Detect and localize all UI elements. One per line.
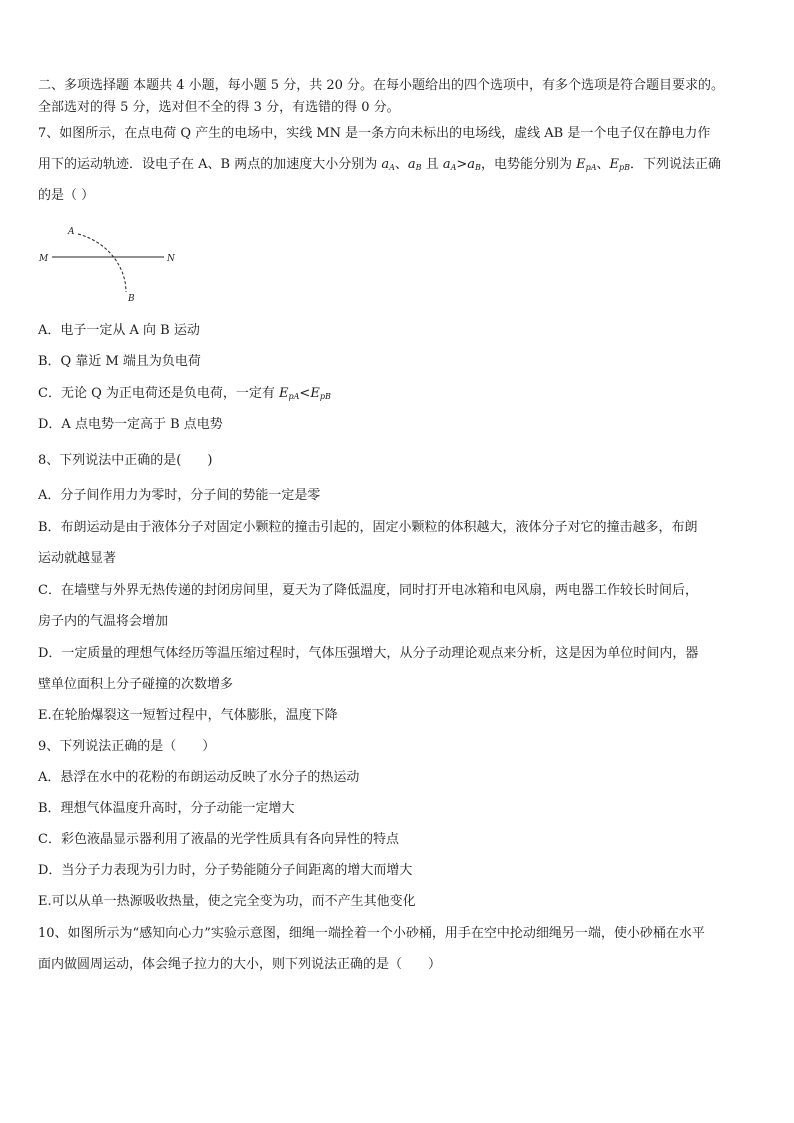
q7-sub-A2: A xyxy=(450,163,457,172)
q8-option-a: A．分子间作用力为零时，分子间的势能一定是零 xyxy=(38,488,321,503)
q8-option-b-line-1: B．布朗运动是由于液体分子对固定小颗粒的撞击引起的，固定小颗粒的体积越大，液体分子对它的撞击越多，布朗 xyxy=(38,520,698,535)
q7-symbol-EpB: E xyxy=(609,157,619,172)
figure-label-N: N xyxy=(167,254,175,264)
q7-option-d: D．A 点电势一定高于 B 点电势 xyxy=(38,417,223,432)
q8-option-e: E.在轮胎爆裂这一短暂过程中，气体膨胀，温度下降 xyxy=(38,708,338,723)
q7-and: 且 xyxy=(421,157,443,172)
q7-symbol-aA: a xyxy=(381,157,390,172)
q9-option-c: C．彩色液晶显示器利用了液晶的光学性质具有各向异性的特点 xyxy=(38,832,399,847)
figure-label-M: M xyxy=(39,254,49,264)
q7-option-c-lt: < xyxy=(299,386,311,401)
q8-option-c-line-2: 房子内的气温将会增加 xyxy=(38,614,169,629)
q7-stem-text-a: 用下的运动轨迹．设电子在 A、B 两点的加速度大小分别为 xyxy=(38,157,382,172)
q7-option-c-text: C．无论 Q 为正电荷还是负电荷，一定有 xyxy=(38,386,280,401)
q7-sep-1: 、 xyxy=(394,157,408,172)
q7-option-c-sub1: pA xyxy=(288,392,300,401)
q8-option-d-line-1: D．一定质量的理想气体经历等温压缩过程时，气体压强增大，从分子动理论观点来分析，这是因为单位时间内，器 xyxy=(38,646,699,661)
q10-stem-line-1: 10、如图所示为“感知向心力”实验示意图，细绳一端拴着一个小砂桶，用手在空中抡动细绳另一端，使小砂桶在水平 xyxy=(38,926,705,941)
q7-option-a: A．电子一定从 A 向 B 运动 xyxy=(38,323,200,338)
q7-sub-pB: pB xyxy=(619,163,630,172)
q9-stem: 9、下列说法正确的是（ ） xyxy=(38,739,216,754)
q7-stem-text-b: ，电势能分别为 xyxy=(480,157,577,172)
q7-sub-A: A xyxy=(389,163,395,172)
q7-symbol-aB: a xyxy=(407,157,416,172)
figure-label-B: B xyxy=(128,294,135,304)
q7-sub-pA: pA xyxy=(585,163,597,172)
q7-option-c-E1: E xyxy=(279,386,289,401)
q9-option-a: A．悬浮在水中的花粉的布朗运动反映了水分子的热运动 xyxy=(38,770,360,785)
q7-option-c xyxy=(38,386,331,405)
figure-label-A: A xyxy=(68,227,75,237)
q7-figure xyxy=(38,222,188,306)
q9-option-d: D．当分子力表现为引力时，分子势能随分子间距离的增大而增大 xyxy=(38,863,413,878)
q8-stem: 8、下列说法中正确的是( ) xyxy=(38,453,213,468)
q7-option-c-sub2: pB xyxy=(319,392,331,401)
q7-sep-2: 、 xyxy=(596,157,610,172)
section-header-line-1: 二、多项选择题 本题共 4 小题，每小题 5 分，共 20 分。在每小题给出的四个选项中，有多个选项是符合题目要求的。 xyxy=(38,78,725,93)
q7-symbol-aA2: a xyxy=(442,157,451,172)
q7-stem-line-2 xyxy=(38,157,721,176)
trajectory-ab xyxy=(78,234,126,292)
section-header-line-2: 全部选对的得 5 分，选对但不全的得 3 分，有选错的得 0 分。 xyxy=(38,100,400,115)
q9-option-b: B．理想气体温度升高时，分子动能一定增大 xyxy=(38,801,295,816)
q7-stem-text-c: ．下列说法正确 xyxy=(630,157,722,172)
q7-gt: > xyxy=(456,157,468,172)
q8-option-d-line-2: 壁单位面积上分子碰撞的次数增多 xyxy=(38,677,234,692)
q10-stem-line-2: 面内做圆周运动，体会绳子拉力的大小，则下列说法正确的是（ ） xyxy=(38,957,442,972)
q7-option-b: B．Q 靠近 M 端且为负电荷 xyxy=(38,354,201,369)
q7-symbol-EpA: E xyxy=(576,157,586,172)
q9-option-e: E.可以从单一热源吸收热量，使之完全变为功，而不产生其他变化 xyxy=(38,894,416,909)
q7-stem-line-1: 7、如图所示，在点电荷 Q 产生的电场中，实线 MN 是一条方向未标出的电场线，虚线 AB 是一个电子仅在静电力作 xyxy=(38,126,711,141)
q7-sub-B: B xyxy=(415,163,422,172)
q7-sub-B2: B xyxy=(475,163,481,172)
q8-option-c-line-1: C．在墙壁与外界无热传递的封闭房间里，夏天为了降低温度，同时打开电冰箱和电风扇，两电器工作较长时间后， xyxy=(38,583,698,598)
q7-option-c-E2: E xyxy=(310,386,320,401)
q8-option-b-line-2: 运动就越显著 xyxy=(38,551,117,566)
q7-stem-line-3: 的是（ ） xyxy=(38,188,95,203)
q7-symbol-aB2: a xyxy=(467,157,476,172)
